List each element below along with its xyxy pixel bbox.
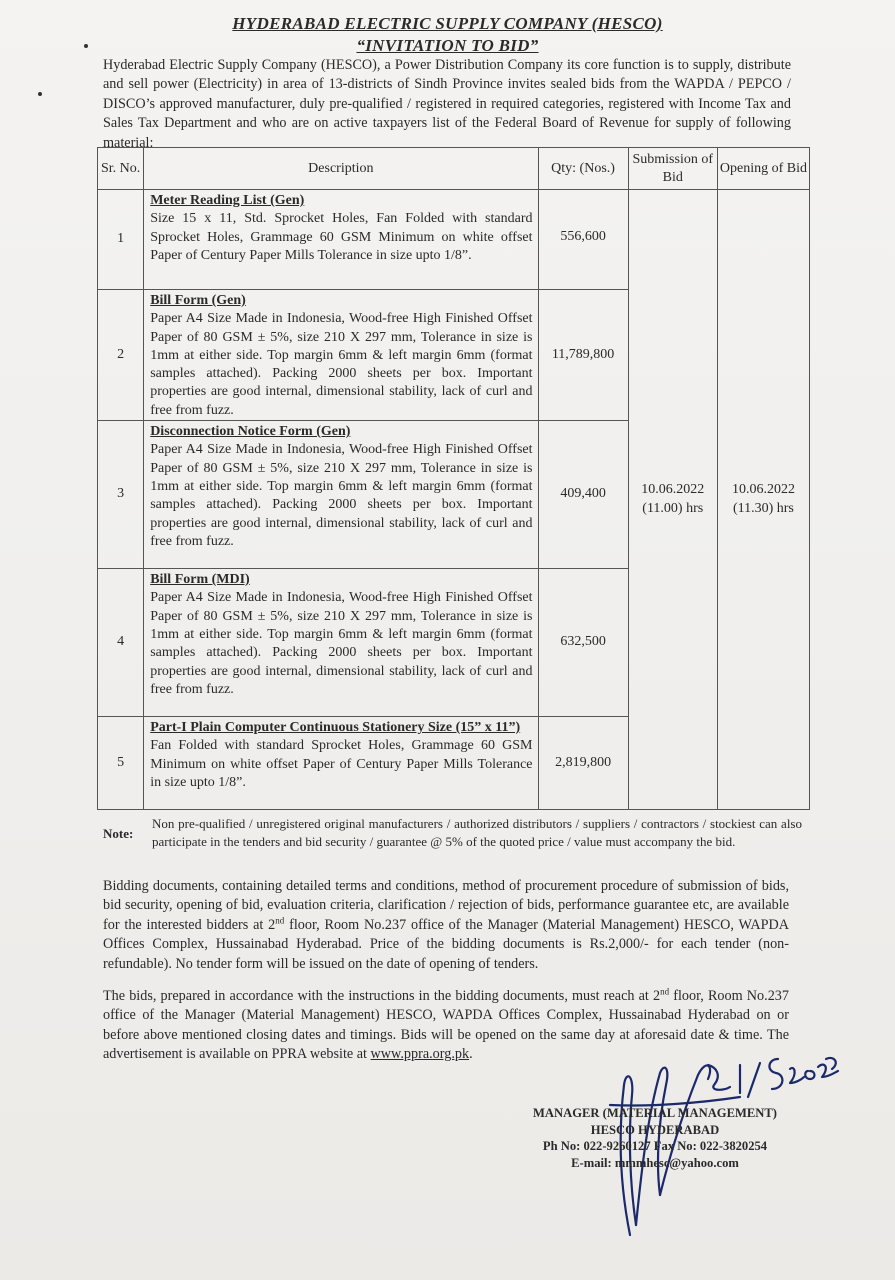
item-title: Part-I Plain Computer Continuous Stationery Size (15” x 11”) xyxy=(150,720,521,736)
item-title: Meter Reading List (Gen) xyxy=(150,193,305,208)
table-header-row xyxy=(98,148,810,190)
row-sr: 3 xyxy=(98,421,144,569)
item-title: Bill Form (MDI) xyxy=(150,572,250,588)
row-sr: 1 xyxy=(98,190,144,290)
item-text: Size 15 x 11, Std. Sprocket Holes, Fan Folded with standard Sprocket Holes, Grammage 60 GSM Minimum on white offset Paper of Century Paper Mills Tolerance in size upto 1/8”. xyxy=(150,211,533,263)
contact-phone-fax: Ph No: 022-9260127 Fax No: 022-3820254 xyxy=(542,1139,768,1153)
item-title: Disconnection Notice Form (Gen) xyxy=(150,424,351,440)
row-description xyxy=(144,190,538,290)
submission-time: (11.00) hrs xyxy=(642,500,704,516)
item-title: Bill Form (Gen) xyxy=(150,293,246,308)
header-submission: Submission of Bid xyxy=(628,148,717,190)
ppra-website-link[interactable]: www.ppra.org.pk xyxy=(370,1046,470,1063)
opening-date: 10.06.2022 xyxy=(731,482,795,498)
header-qty: Qty: (Nos.) xyxy=(538,148,628,190)
para1-sup: nd xyxy=(275,915,285,926)
item-text: Paper A4 Size Made in Indonesia, Wood-free High Finished Offset Paper of 80 GSM ± 5%, size 210 X 297 mm, Tolerance in size is 1mm at either side. Top margin 6mm & left margin 6mm (format samples attached). Packing 2000 sheets per box. Important properties are good internal, dimensional stability, lack of curl and free from fuzz. xyxy=(150,311,533,418)
row-description xyxy=(144,290,538,421)
row-qty: 632,500 xyxy=(538,569,628,717)
opening-cell xyxy=(717,190,809,810)
row-qty: 556,600 xyxy=(538,190,628,290)
para2-text-b: floor, Room No.237 office of the Manager (Material Management) HESCO, WAPDA Offices Complex, Hussainabad Hyderabad on or before above mentioned closing dates and timings. Bids will be opened on the same day at aforesaid date & time. The advertisement is available on PPRA website at xyxy=(103,988,789,1063)
row-qty: 409,400 xyxy=(538,421,628,569)
bidding-documents-paragraph xyxy=(103,877,789,974)
row-description xyxy=(144,421,538,569)
company-title: HYDERABAD ELECTRIC SUPPLY COMPANY (HESCO) xyxy=(232,14,663,33)
item-text: Fan Folded with standard Sprocket Holes, Grammage 60 GSM Minimum on white offset Paper of Century Paper Mills Tolerance in size upto 1/8”. xyxy=(150,738,533,790)
para2-sup: nd xyxy=(660,986,670,997)
contact-email[interactable]: E-mail: mmmhesc@yahoo.com xyxy=(571,1155,739,1170)
para2-text-a: The bids, prepared in accordance with the instructions in the bidding documents, must reach at 2 xyxy=(103,988,661,1004)
opening-time: (11.30) hrs xyxy=(732,500,794,516)
punch-mark xyxy=(38,92,42,96)
note-text: Non pre-qualified / unregistered original manufacturers / authorized distributors / suppliers / contractors / stockiest can also participate in the tenders and bid security / guarantee @ 5% of the quoted price / value must accompany the bid. xyxy=(152,816,802,849)
signatory-title: MANAGER (MATERIAL MANAGEMENT) xyxy=(533,1106,777,1120)
document-subtitle: “INVITATION TO BID” xyxy=(356,36,539,55)
submission-date: 10.06.2022 xyxy=(641,482,705,498)
signatory-office: HESCO HYDERABAD xyxy=(590,1122,720,1137)
header-sr-no: Sr. No. xyxy=(98,148,144,190)
handwritten-date: 21/5/2022 xyxy=(786,1057,791,1058)
para1-text-a: Bidding documents, containing detailed terms and conditions, method of procurement procedure of submission of bids, bid security, opening of bid, evaluation criteria, clarification / rejection of bids, performance guarantee etc, are available for the interested bidders at 2 xyxy=(103,878,789,933)
item-text: Paper A4 Size Made in Indonesia, Wood-free High Finished Offset Paper of 80 GSM ± 5%, size 210 X 297 mm, Tolerance in size is 1mm at either side. Top margin 6mm & left margin 6mm (format samples attached). Packing 2000 sheets per box. Important properties are good internal, dimensional stability, lack of curl and free from fuzz. xyxy=(150,442,533,549)
signature-block xyxy=(505,1105,805,1171)
intro-paragraph: Hyderabad Electric Supply Company (HESCO), a Power Distribution Company its core function is to supply, distribute and sell power (Electricity) in area of 13-districts of Sindh Province invites sealed bids from the WAPDA / PEPCO / DISCO’s approved manufacturer, duly pre-qualified / registered in required categories, registered with Income Tax and Sales Tax Department and who are on active taxpayers list of the Federal Board of Revenue for supply of following material: xyxy=(103,57,791,151)
para1-text-b: floor, Room No.237 office of the Manager (Material Management) HESCO, WAPDA Offices Complex, Hussainabad Hyderabad. Price of the bidding documents is Rs.2,000/- for each tender (non-refundable). No tender form will be issued on the date of opening of tenders. xyxy=(103,916,789,972)
row-qty: 2,819,800 xyxy=(538,717,628,810)
row-sr: 5 xyxy=(98,717,144,810)
item-text: Paper A4 Size Made in Indonesia, Wood-free High Finished Offset Paper of 80 GSM ± 5%, size 210 X 297 mm, Tolerance in size is 1mm at either side. Top margin 6mm & left margin 6mm (format samples attached). Packing 2000 sheets per box. Important properties are good internal, dimensional stability, lack of curl and free from fuzz. xyxy=(150,590,533,697)
row-sr: 2 xyxy=(98,290,144,421)
para2-text-c: . xyxy=(469,1046,473,1063)
header-opening: Opening of Bid xyxy=(717,148,809,190)
row-description xyxy=(144,569,538,717)
row-description xyxy=(144,717,538,810)
row-qty: 11,789,800 xyxy=(538,290,628,421)
table-row xyxy=(98,190,810,290)
note-label: Note: xyxy=(103,826,134,841)
bid-items-table xyxy=(97,147,810,810)
submission-cell xyxy=(628,190,717,810)
row-sr: 4 xyxy=(98,569,144,717)
header-description: Description xyxy=(144,148,538,190)
